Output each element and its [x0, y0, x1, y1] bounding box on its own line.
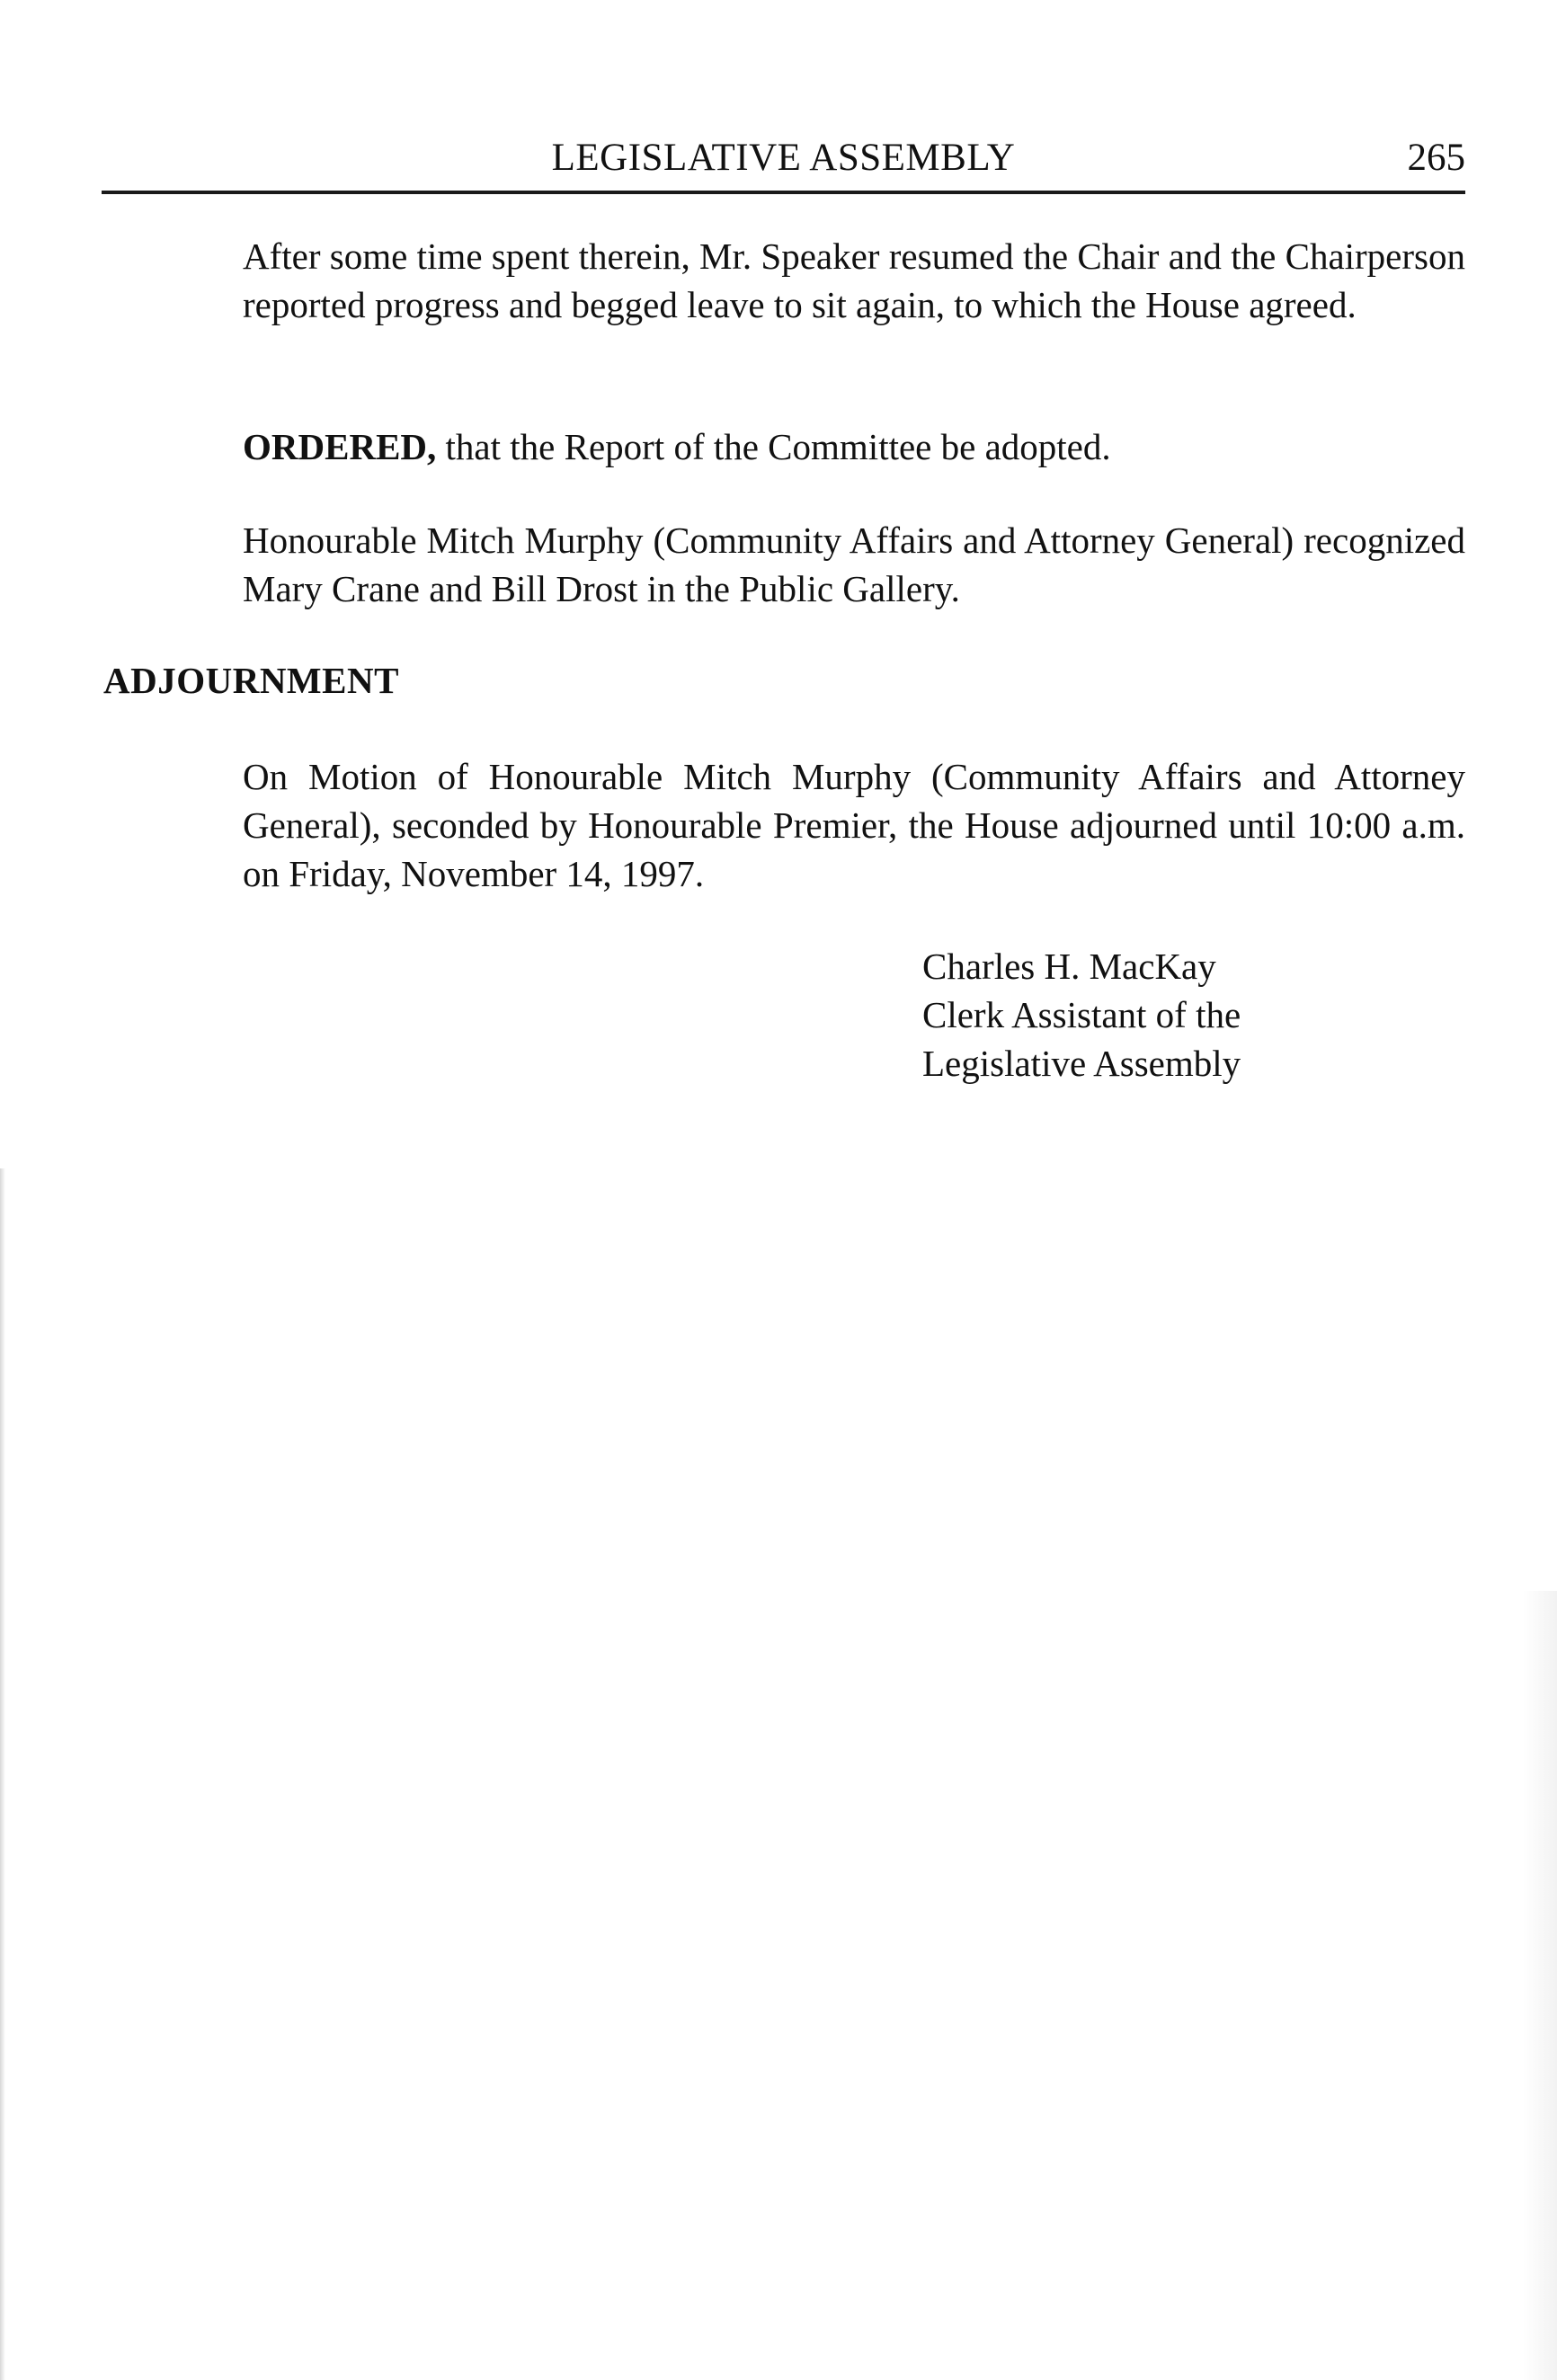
paragraph-adjournment-motion: On Motion of Honourable Mitch Murphy (Community Affairs and Attorney General), seconded by Honourable Premier, the House adjourned until 10:00 a.m. on Friday, November 14, 1997.: [243, 756, 1465, 894]
page-number: 265: [1407, 137, 1465, 179]
signature-name: Charles H. MacKay: [922, 946, 1216, 987]
header-title: LEGISLATIVE ASSEMBLY: [551, 137, 1016, 179]
paragraph-ordered: [243, 422, 1465, 471]
paragraph-committee-progress: After some time spent therein, Mr. Speaker resumed the Chair and the Chairperson reported progress and begged leave to sit again, to which the House agreed.: [243, 235, 1465, 325]
paragraph-recognition: Honourable Mitch Murphy (Community Affairs and Attorney General) recognized Mary Crane and Bill Drost in the Public Gallery.: [243, 520, 1465, 609]
signature-title-line1: Clerk Assistant of the: [922, 994, 1241, 1035]
signature-block: [922, 942, 1241, 1088]
scan-edge-left: [0, 1168, 5, 2380]
signature-title-line2: Legislative Assembly: [922, 1043, 1241, 1084]
ordered-keyword: ORDERED,: [243, 426, 437, 467]
section-heading-adjournment: ADJOURNMENT: [103, 660, 399, 701]
page-header: [102, 135, 1465, 194]
ordered-text: that the Report of the Committee be adopted.: [436, 426, 1111, 467]
scan-edge-right: [1523, 1591, 1557, 2380]
